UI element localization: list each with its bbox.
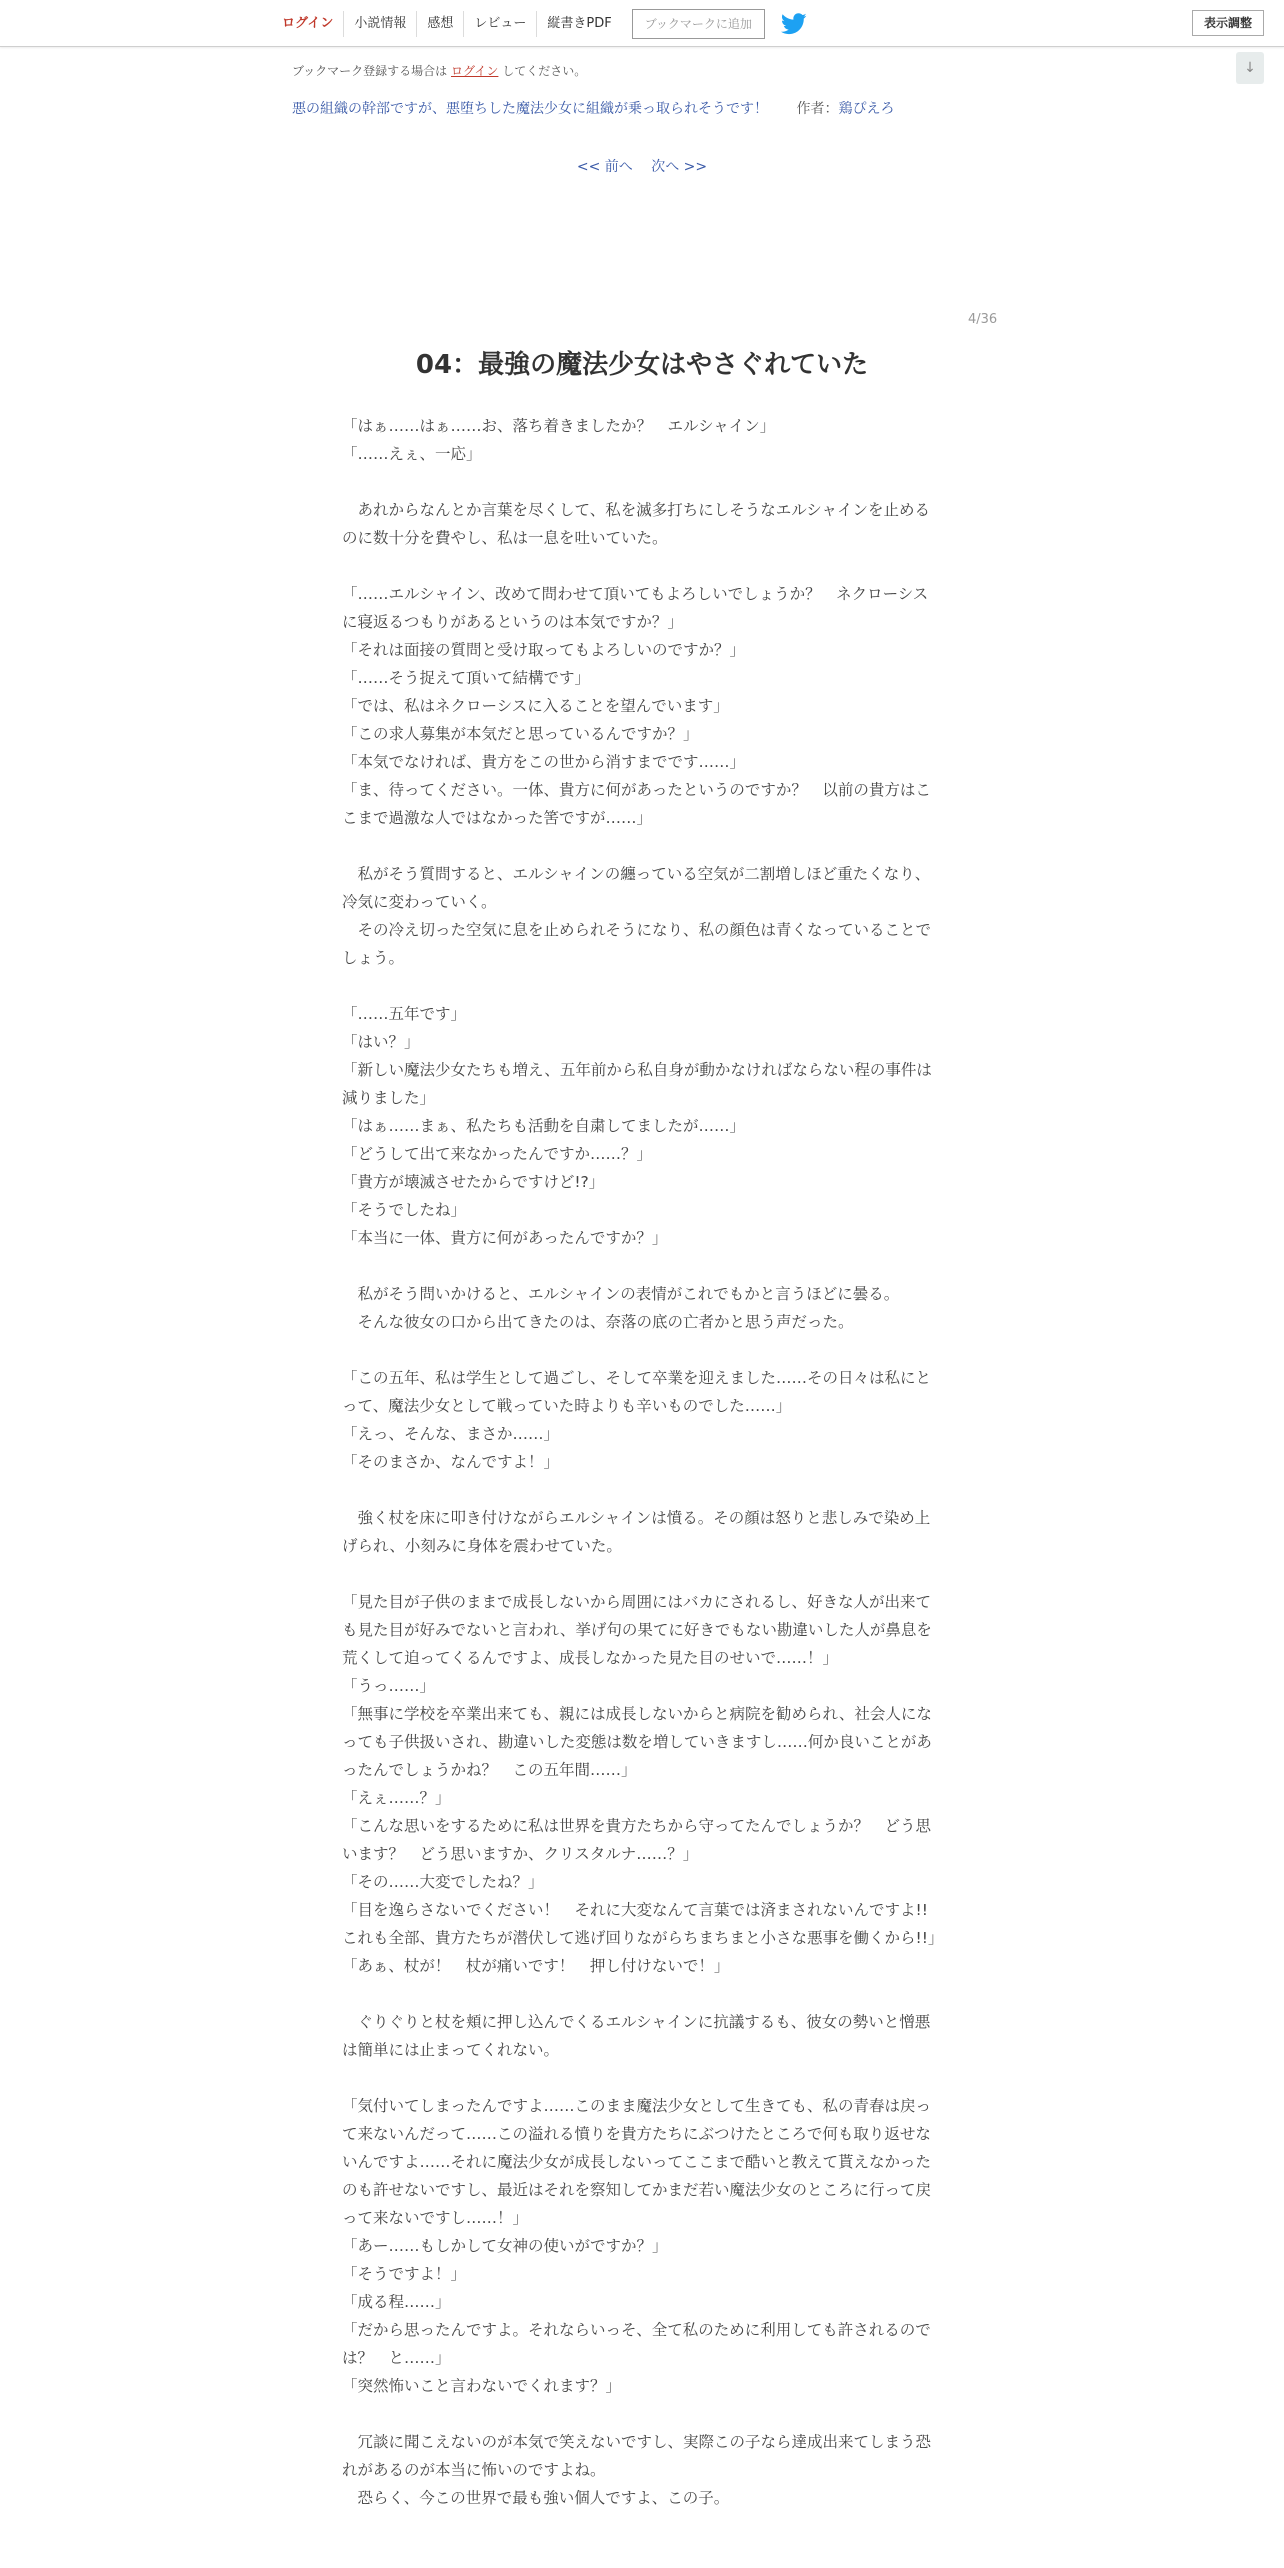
body-paragraph: 「では、私はネクローシスに入ることを望んでいます」 <box>342 697 729 715</box>
body-paragraph: 「気付いてしまったんですよ……このまま魔法少女として生きても、私の青春は戻って来ないんだって……この溢れる憤りを貴方たちにぶつけたところで何も取り返せないんですよ……それに魔法少女が成長しないってここまで酷いと教えて貰えなかったのも許せないですし、最近はそれを察知してかまだ若い魔法少女のところに行って戻って来ないですし……！」 <box>342 2097 932 2227</box>
prev-page-link[interactable]: << 前へ <box>576 159 633 175</box>
body-paragraph: 私がそう問いかけると、エルシャインの表情がこれでもかと言うほどに曇る。 <box>342 1285 900 1303</box>
body-paragraph <box>342 2400 942 2428</box>
body-paragraph: 「ま、待ってください。一体、貴方に何があったというのですか？ 以前の貴方はここまで過激な人ではなかった筈ですが……」 <box>342 781 931 827</box>
pager <box>0 156 1284 176</box>
body-paragraph: 「そのまさか、なんですよ！」 <box>342 1453 560 1471</box>
body-paragraph: 「目を逸らさないでください！ それに大変なんて言葉では済まされないんですよ!! これも全部、貴方たちが潜伏して逃げ回りながらちまちまと小さな悪事を働くから!!」 <box>342 1901 944 1947</box>
page-count: 4/36 <box>968 312 998 327</box>
body-paragraph: 「そうですよ！」 <box>342 2265 467 2283</box>
novel-title-line <box>292 98 894 118</box>
login-note-prefix: ブックマーク登録する場合は <box>292 64 448 78</box>
novel-body <box>342 412 942 2512</box>
body-paragraph <box>342 832 942 860</box>
body-paragraph: 「はぁ……はぁ……お、落ち着きましたか？ エルシャイン」 <box>342 417 776 435</box>
nav-novel-info[interactable]: 小説情報 <box>343 11 416 37</box>
body-paragraph: ぐりぐりと杖を頬に押し込んでくるエルシャインに抗議するも、彼女の勢いと憎悪は簡単には止まってくれない。 <box>342 2013 931 2059</box>
author-label: 作者： <box>796 101 839 117</box>
body-paragraph <box>342 1476 942 1504</box>
body-paragraph: 「だから思ったんですよ。それならいっそ、全て私のために利用しても許されるのでは？ と……」 <box>342 2321 931 2367</box>
next-page-link[interactable]: 次へ >> <box>651 159 708 175</box>
body-paragraph: 「本当に一体、貴方に何があったんですか？」 <box>342 1229 668 1247</box>
author-link[interactable]: 鶏ぴえろ <box>838 101 895 117</box>
body-paragraph <box>342 552 942 580</box>
body-paragraph: 強く杖を床に叩き付けながらエルシャインは憤る。その顔は怒りと悲しみで染め上げられ、小刻みに身体を震わせていた。 <box>342 1509 931 1555</box>
twitter-icon[interactable] <box>781 13 807 35</box>
chapter-title: 04：最強の魔法少女はやさぐれていた <box>415 350 869 380</box>
body-paragraph: 「はぁ……まぁ、私たちも活動を自粛してましたが……」 <box>342 1117 746 1135</box>
body-paragraph <box>342 1560 942 1588</box>
body-paragraph: 「そうでしたね」 <box>342 1201 467 1219</box>
body-paragraph: 「えっ、そんな、まさか……」 <box>342 1425 560 1443</box>
body-paragraph: 「こんな思いをするために私は世界を貴方たちから守ってたんでしょうか？ どう思います？ どう思いますか、クリスタルナ……？」 <box>342 1817 932 1863</box>
body-paragraph: 私がそう質問すると、エルシャインの纏っている空気が二割増しほど重たくなり、冷気に変わっていく。 <box>342 865 931 911</box>
top-bar <box>0 0 1284 47</box>
body-paragraph: 「無事に学校を卒業出来ても、親には成長しないからと病院を勧められ、社会人になっても子供扱いされ、勘違いした変態は数を増していきますし……何か良いことがあったんでしょうかね？ この五年間……」 <box>342 1705 932 1779</box>
body-paragraph: 「突然怖いこと言わないでくれます？」 <box>342 2377 622 2395</box>
nav-impressions[interactable]: 感想 <box>416 11 463 37</box>
login-note-suffix: してください。 <box>502 64 587 78</box>
body-paragraph <box>342 1252 942 1280</box>
body-paragraph: 「貴方が壊滅させたからですけど!?」 <box>342 1173 605 1191</box>
body-paragraph: 「……えぇ、一応」 <box>342 445 482 463</box>
body-paragraph: その冷え切った空気に息を止められそうになり、私の顔色は青くなっていることでしょう。 <box>342 921 932 967</box>
add-bookmark-button[interactable]: ブックマークに追加 <box>632 9 765 39</box>
nav-login[interactable]: ログイン <box>282 16 334 31</box>
body-paragraph: 「この五年、私は学生として過ごし、そして卒業を迎えました……その日々は私にとって、魔法少女として戦っていた時よりも辛いものでした……」 <box>342 1369 932 1415</box>
body-paragraph <box>342 1980 942 2008</box>
body-paragraph: そんな彼女の口から出てきたのは、奈落の底の亡者かと思う声だった。 <box>342 1313 854 1331</box>
body-paragraph: 「新しい魔法少女たちも増え、五年前から私自身が動かなければならない程の事件は減りました」 <box>342 1061 932 1107</box>
body-paragraph: 「……エルシャイン、改めて問わせて頂いてもよろしいでしょうか？ ネクローシスに寝返るつもりがあるというのは本気ですか？」 <box>342 585 929 631</box>
body-paragraph: 恐らく、今この世界で最も強い個人ですよ、この子。 <box>342 2489 730 2507</box>
body-paragraph: 「あー……もしかして女神の使いがですか？」 <box>342 2237 668 2255</box>
header-nav <box>272 10 807 38</box>
body-paragraph: 冗談に聞こえないのが本気で笑えないですし、実際この子なら達成出来てしまう恐れがあるのが本当に怖いのですよね。 <box>342 2433 932 2479</box>
body-paragraph: 「どうして出て来なかったんですか……？」 <box>342 1145 653 1163</box>
body-paragraph: 「えぇ……？」 <box>342 1789 451 1807</box>
display-settings-button[interactable]: 表示調整 <box>1192 10 1264 36</box>
body-paragraph <box>342 972 942 1000</box>
body-paragraph: 「見た目が子供のままで成長しないから周囲にはバカにされるし、好きな人が出来ても見た目が好みでないと言われ、挙げ句の果てに好きでもない勘違いした人が鼻息を荒くして迫ってくるんですよ、成長しなかった見た目のせいで……！」 <box>342 1593 932 1667</box>
body-paragraph: 「はい？」 <box>342 1033 420 1051</box>
body-paragraph: 「それは面接の質問と受け取ってもよろしいのですか？」 <box>342 641 746 659</box>
body-paragraph: 「この求人募集が本気だと思っているんですか？」 <box>342 725 699 743</box>
body-paragraph <box>342 2064 942 2092</box>
body-paragraph: 「……そう捉えて頂いて結構です」 <box>342 669 591 687</box>
novel-title-link[interactable]: 悪の組織の幹部ですが、悪堕ちした魔法少女に組織が乗っ取られそうです！ <box>292 101 768 117</box>
nav-vertical-pdf[interactable]: 縦書きPDF <box>536 11 621 37</box>
body-paragraph <box>342 468 942 496</box>
body-paragraph: 「本気でなければ、貴方をこの世から消すまでです……」 <box>342 753 746 771</box>
body-paragraph: 「その……大変でしたね？」 <box>342 1873 544 1891</box>
body-paragraph <box>342 1336 942 1364</box>
body-paragraph: 「……五年です」 <box>342 1005 467 1023</box>
body-paragraph: 「成る程……」 <box>342 2293 451 2311</box>
body-paragraph: あれからなんとか言葉を尽くして、私を滅多打ちにしそうなエルシャインを止めるのに数十分を費やし、私は一息を吐いていた。 <box>342 501 930 547</box>
body-paragraph: 「うっ……」 <box>342 1677 436 1695</box>
login-note <box>292 62 586 79</box>
login-link[interactable]: ログイン <box>451 64 499 78</box>
nav-review[interactable]: レビュー <box>463 11 536 37</box>
scroll-down-button[interactable]: ↓ <box>1236 52 1264 84</box>
body-paragraph: 「あぁ、杖が！ 杖が痛いです！ 押し付けないで！」 <box>342 1957 730 1975</box>
